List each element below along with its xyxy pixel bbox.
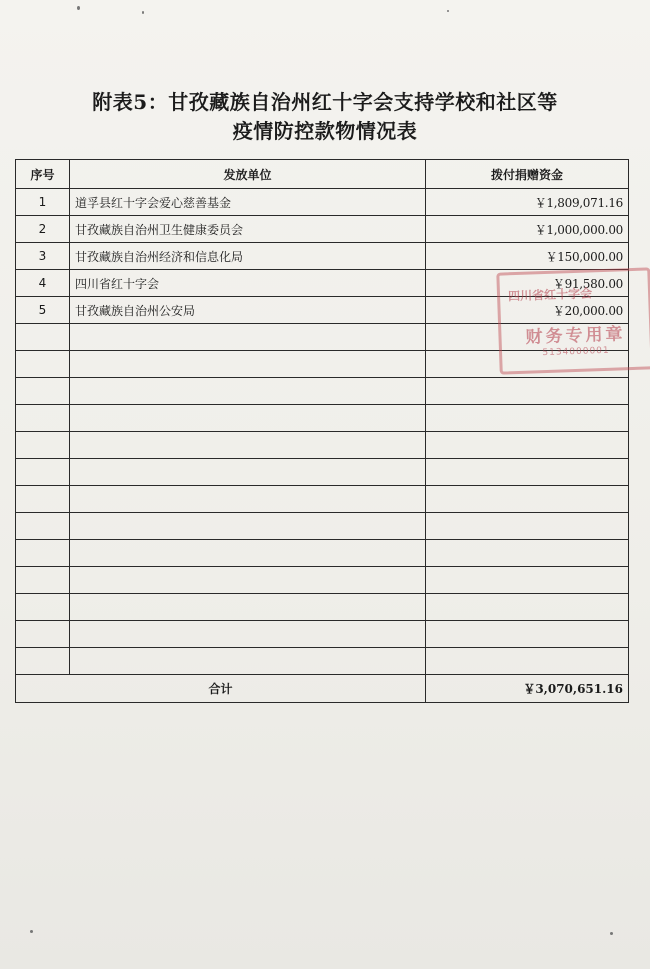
empty-table-row [16, 648, 629, 675]
row-amount: ￥1,000,000.00 [426, 216, 629, 243]
empty-cell-amount [426, 513, 629, 540]
table-row [16, 189, 629, 216]
empty-table-row [16, 621, 629, 648]
empty-cell-index [16, 540, 70, 567]
empty-cell-amount [426, 621, 629, 648]
total-row [16, 675, 629, 703]
scan-speck [610, 932, 613, 935]
empty-table-row [16, 513, 629, 540]
empty-cell-unit [70, 648, 426, 675]
empty-cell-amount [426, 486, 629, 513]
empty-cell-index [16, 648, 70, 675]
empty-cell-unit [70, 567, 426, 594]
empty-table-row [16, 378, 629, 405]
empty-cell-unit [70, 432, 426, 459]
header-index: 序号 [16, 160, 70, 189]
empty-cell-unit [70, 621, 426, 648]
empty-cell-amount [426, 432, 629, 459]
row-amount: ￥91,580.00 [426, 270, 629, 297]
official-seal [496, 267, 650, 374]
row-unit: 甘孜藏族自治州公安局 [70, 297, 426, 324]
table-row [16, 243, 629, 270]
scan-speck [30, 930, 33, 933]
empty-cell-unit [70, 459, 426, 486]
table-row [16, 216, 629, 243]
seal-number: 5134000001 [542, 345, 610, 359]
row-amount: ￥150,000.00 [426, 243, 629, 270]
seal-main-text: 财务专用章 [525, 324, 626, 348]
empty-cell-index [16, 324, 70, 351]
empty-cell-unit [70, 378, 426, 405]
empty-cell-unit [70, 324, 426, 351]
row-index: 2 [16, 216, 70, 243]
donation-table [15, 159, 629, 703]
scan-speck [77, 6, 80, 10]
empty-table-row [16, 594, 629, 621]
empty-cell-amount [426, 459, 629, 486]
table-body [16, 189, 629, 703]
empty-cell-index [16, 513, 70, 540]
scan-speck [447, 10, 449, 12]
empty-cell-unit [70, 594, 426, 621]
empty-cell-amount [426, 378, 629, 405]
header-unit: 发放单位 [70, 160, 426, 189]
empty-cell-unit [70, 513, 426, 540]
row-index: 4 [16, 270, 70, 297]
empty-cell-unit [70, 540, 426, 567]
empty-cell-index [16, 378, 70, 405]
row-index: 1 [16, 189, 70, 216]
empty-cell-index [16, 621, 70, 648]
table-header-row [16, 160, 629, 189]
row-amount: ￥20,000.00 [426, 297, 629, 324]
empty-table-row [16, 405, 629, 432]
empty-cell-amount [426, 594, 629, 621]
row-amount: ￥1,809,071.16 [426, 189, 629, 216]
empty-table-row [16, 486, 629, 513]
header-amount: 拨付捐赠资金 [426, 160, 629, 189]
total-amount: ￥3,070,651.16 [426, 675, 629, 703]
empty-cell-unit [70, 405, 426, 432]
empty-cell-amount [426, 567, 629, 594]
seal-top-text: 四川省红十字会 [507, 286, 593, 304]
row-unit: 甘孜藏族自治州经济和信息化局 [70, 243, 426, 270]
empty-cell-index [16, 486, 70, 513]
document-title-line2: 疫情防控款物情况表 [232, 119, 418, 143]
empty-table-row [16, 432, 629, 459]
total-label: 合计 [16, 675, 426, 703]
empty-cell-index [16, 432, 70, 459]
empty-cell-amount [426, 540, 629, 567]
empty-cell-index [16, 594, 70, 621]
empty-cell-unit [70, 486, 426, 513]
empty-cell-unit [70, 351, 426, 378]
document-title-line1: 附表5：甘孜藏族自治州红十字会支持学校和社区等 [92, 90, 558, 114]
empty-cell-amount [426, 648, 629, 675]
scan-speck [142, 11, 144, 14]
empty-table-row [16, 540, 629, 567]
empty-table-row [16, 459, 629, 486]
empty-cell-index [16, 351, 70, 378]
row-index: 3 [16, 243, 70, 270]
row-unit: 甘孜藏族自治州卫生健康委员会 [70, 216, 426, 243]
row-index: 5 [16, 297, 70, 324]
empty-cell-index [16, 459, 70, 486]
row-unit: 道孚县红十字会爱心慈善基金 [70, 189, 426, 216]
empty-cell-index [16, 405, 70, 432]
empty-table-row [16, 567, 629, 594]
row-unit: 四川省红十字会 [70, 270, 426, 297]
empty-cell-amount [426, 405, 629, 432]
empty-cell-index [16, 567, 70, 594]
